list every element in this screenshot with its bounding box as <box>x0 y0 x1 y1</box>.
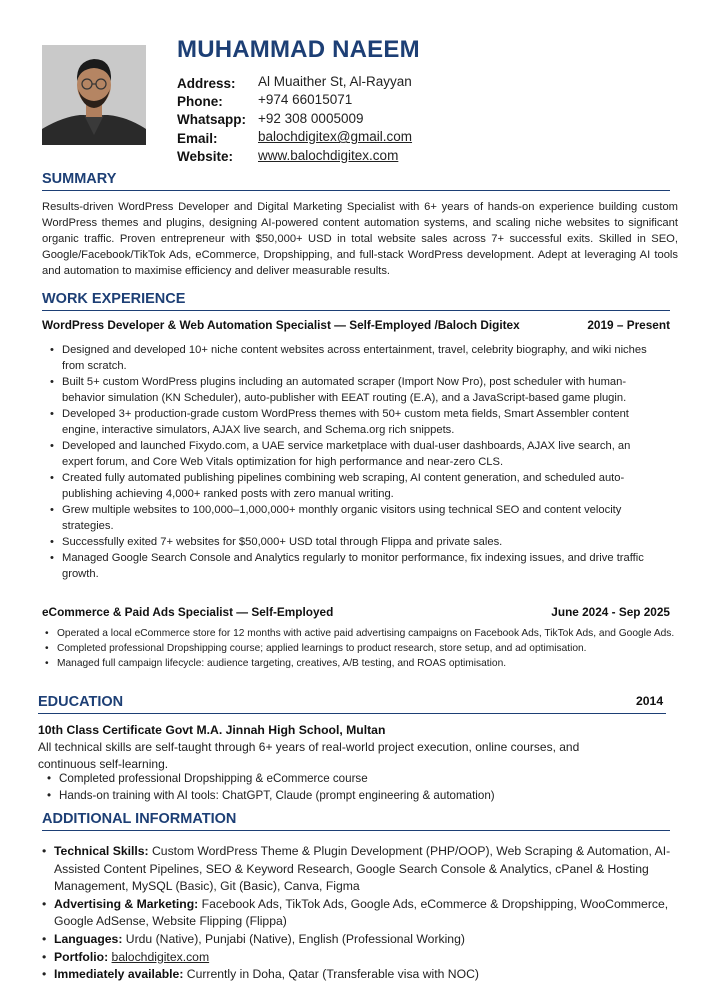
contact-phone <box>177 92 412 110</box>
list-item: • Completed professional Dropshipping & eCommerce course <box>59 771 659 788</box>
item-label: Advertising & Marketing: <box>54 896 199 911</box>
summary-text: Results-driven WordPress Developer and Digital Marketing Specialist with 6+ years of hands-on experience building custom WordPress themes and plugins, designing AI-powered content automation systems, and scaling niche websites to significant organic traffic. Proven entrepreneur with $50,000+ USD in total website sales across 7+ successful exits. Skilled in SEO, Google/Facebook/TikTok Ads, eCommerce, Dropshipping, and full-stack WordPress development. Adept at leveraging AI tools and automation to maximise efficiency and deliver measurable results. <box>42 201 678 277</box>
contact-email <box>177 129 412 147</box>
contact-address <box>177 74 412 92</box>
experience-heading: WORK EXPERIENCE <box>42 291 186 307</box>
section-divider <box>42 830 670 831</box>
item-label: Technical Skills: <box>54 844 149 858</box>
education-bullets <box>59 771 659 804</box>
list-item <box>54 966 690 984</box>
contact-label: Address: <box>177 75 236 91</box>
website-link[interactable]: www.balochdigitex.com <box>258 147 399 163</box>
contact-block <box>177 74 412 166</box>
contact-label: Email: <box>177 130 218 146</box>
job-dates: 2019 – Present <box>587 318 670 332</box>
list-item: • Completed professional Dropshipping course; applied learnings to product research, store setup, and ad optimisation. <box>57 642 677 657</box>
list-item: • Managed full campaign lifecycle: audience targeting, creatives, A/B testing, and ROAS optimisation. <box>57 657 677 672</box>
education-heading: EDUCATION <box>38 694 124 710</box>
job-title: eCommerce & Paid Ads Specialist — Self-Employed <box>42 605 334 619</box>
portfolio-link[interactable]: balochdigitex.com <box>111 949 210 964</box>
list-item <box>54 949 690 967</box>
list-item: • Created fully automated publishing pipelines combining web scraping, AI content generation, and scheduled auto-publishing achieving 4,000+ ranked posts with zero manual writing. <box>62 470 662 502</box>
contact-label: Website: <box>177 149 234 165</box>
list-item: • Grew multiple websites to 100,000–1,000,000+ monthly organic visitors using technical SEO and content velocity strategies. <box>62 502 662 534</box>
contact-label: Whatsapp: <box>177 112 246 128</box>
address-value: Al Muaither St, Al-Rayyan <box>258 74 412 89</box>
item-value: Facebook Ads, TikTok Ads, Google Ads, eCommerce & Dropshipping, WooCommerce, Google AdSense, Website Flipping (Flippa) <box>54 896 669 929</box>
section-divider <box>42 190 670 191</box>
contact-whatsapp <box>177 111 412 129</box>
additional-heading: ADDITIONAL INFORMATION <box>42 811 237 827</box>
additional-bullets <box>54 843 690 984</box>
profile-photo <box>42 45 146 145</box>
summary-heading: SUMMARY <box>42 171 117 187</box>
list-item: • Successfully exited 7+ websites for $50,000+ USD total through Flippa and private sales. <box>62 534 662 550</box>
item-label: Portfolio: <box>54 949 109 964</box>
item-value: Custom WordPress Theme & Plugin Development (PHP/OOP), Web Scraping & Automation, AI-Assisted Content Pipelines, SEO & Keyword Research, Google Search Console & Analytics, cPanel & Hosting Management, MySQL (Basic), Git (Basic), Canva, Figma <box>54 844 671 894</box>
list-item: • Developed and launched Fixydo.com, a UAE service marketplace with dual-user dashboards, AJAX live search, an expert forum, and Core Web Vitals optimization for high performance and near-zero CLS. <box>62 438 662 470</box>
candidate-name: MUHAMMAD NAEEM <box>177 36 420 63</box>
job-header <box>42 605 670 619</box>
job-bullets <box>57 627 677 671</box>
job-bullets <box>62 342 662 582</box>
education-year: 2014 <box>636 694 664 708</box>
contact-label: Phone: <box>177 93 223 109</box>
list-item: • Managed Google Search Console and Analytics regularly to monitor performance, fix indexing issues, and drive traffic growth. <box>62 550 662 582</box>
item-label: Immediately available: <box>54 967 184 982</box>
list-item <box>54 931 690 949</box>
email-link[interactable]: balochdigitex@gmail.com <box>258 129 413 145</box>
job-header <box>42 318 670 332</box>
whatsapp-value: +92 308 0005009 <box>258 110 364 126</box>
list-item <box>54 896 690 931</box>
job-title: WordPress Developer & Web Automation Specialist — Self-Employed /Baloch Digitex <box>42 318 520 332</box>
list-item: • Operated a local eCommerce store for 12 months with active paid advertising campaigns on Facebook Ads, TikTok Ads, and Google Ads. <box>57 627 677 642</box>
item-value: Urdu (Native), Punjabi (Native), English (Professional Working) <box>125 931 465 946</box>
contact-website <box>177 148 412 166</box>
phone-value: +974 66015071 <box>258 92 353 108</box>
item-value: Currently in Doha, Qatar (Transferable visa with NOC) <box>186 967 479 982</box>
education-school: 10th Class Certificate Govt M.A. Jinnah High School, Multan <box>38 723 386 737</box>
education-text: All technical skills are self-taught through 6+ years of real-world project execution, online courses, and continuous self-learning. <box>38 740 580 771</box>
list-item: • Developed 3+ production-grade custom WordPress themes with 50+ custom meta fields, Smart Assembler content engine, interactive simulators, AJAX live search, and Schema.org rich snippets. <box>62 406 662 438</box>
list-item: • Hands-on training with AI tools: ChatGPT, Claude (prompt engineering & automation) <box>59 788 659 805</box>
section-divider <box>38 713 666 714</box>
list-item <box>54 843 690 896</box>
item-label: Languages: <box>54 931 123 946</box>
list-item: • Designed and developed 10+ niche content websites across entertainment, travel, celebrity biography, and wiki niches from scratch. <box>62 342 662 374</box>
job-dates: June 2024 - Sep 2025 <box>551 605 670 619</box>
section-divider <box>42 310 670 311</box>
list-item: • Built 5+ custom WordPress plugins including an automated scraper (Import Now Pro), post scheduler with human-behavior simulation (KN Scheduler), auto-publisher with EEAT routing (E.A), and a JavaScript-based game plugin. <box>62 374 662 406</box>
